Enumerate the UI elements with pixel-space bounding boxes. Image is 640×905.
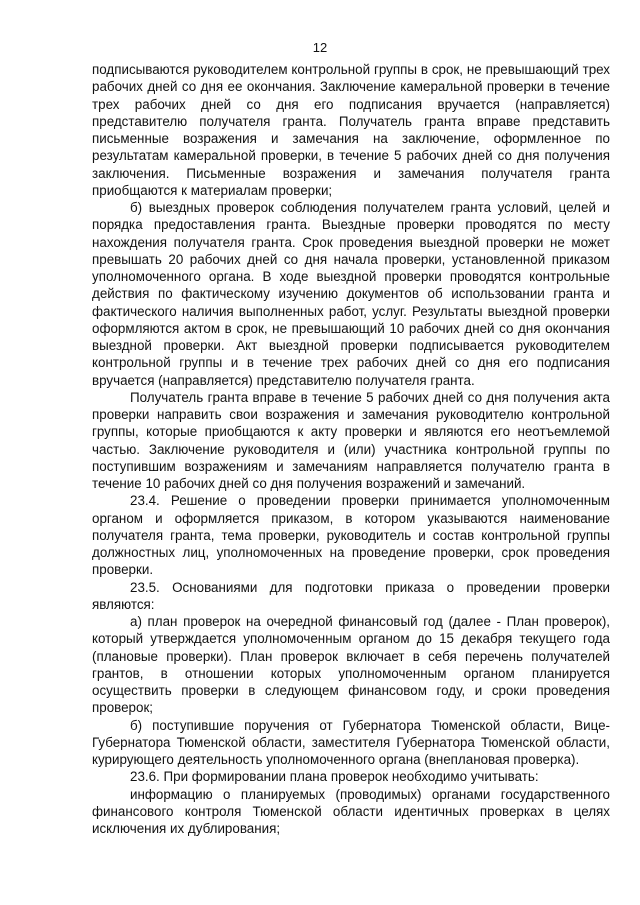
document-body	[92, 61, 610, 837]
paragraph-23-4: 23.4. Решение о проведении проверки принимается уполномоченным органом и оформляется приказом, в котором указываются наименование получателя гранта, тема проверки, руководитель и состав контрольной группы должностных лиц, уполномоченных на проведение проверки, срок проведения проверки.	[92, 493, 610, 578]
paragraph-control-bodies-info: информацию о планируемых (проводимых) органами государственного финансового контроля Тюменской области идентичных проверках в целях исключения их дублирования;	[92, 786, 610, 836]
paragraph-continuation: подписываются руководителем контрольной группы в срок, не превышающий трех рабочих дней со дня ее окончания. Заключение камеральной проверки в течение трех рабочих дней со дня его подписания вручается (направляется) представителю получателя гранта. Получатель гранта вправе представить письменные возражения и замечания на заключение, оформленное по результатам камеральной проверки, в течение 5 рабочих дней со дня получения заключения. Письменные возражения и замечания получателя гранта приобщаются к материалам проверки;	[92, 62, 610, 198]
page-number: 12	[312, 40, 328, 55]
paragraph-23-6: 23.6. При формировании плана проверок необходимо учитывать:	[130, 769, 539, 785]
paragraph-grant-recipient-objections: Получатель гранта вправе в течение 5 рабочих дней со дня получения акта проверки направить свои возражения и замечания руководителю контрольной группы, которые приобщаются к акту проверки и являются его неотъемлемой частью. Заключение руководителя и (или) участника контрольной группы по поступившим возражениям и замечаниям направляется получателю гранта в течение 10 рабочих дней со дня получения возражений и замечаний.	[92, 389, 610, 491]
paragraph-item-b-governor-orders: б) поступившие поручения от Губернатора Тюменской области, Вице-Губернатора Тюменской области, заместителя Губернатора Тюменской области, курирующего деятельность уполномоченного органа (внеплановая проверка).	[92, 717, 610, 767]
paragraph-item-b-field-inspections: б) выездных проверок соблюдения получателем гранта условий, целей и порядка предоставления гранта. Выездные проверки проводятся по месту нахождения получателя гранта. Срок проведения выездной проверки не может превышать 20 рабочих дней со дня начала проверки, установленной приказом уполномоченного органа. В ходе выездной проверки проводятся контрольные действия по фактическому изучению документов об использовании гранта и фактического наличия выполненных работ, услуг. Результаты выездной проверки оформляются актом в срок, не превышающий 10 рабочих дней со дня окончания выездной проверки. Акт выездной проверки подписывается руководителем контрольной группы и в течение трех рабочих дней со дня его подписания вручается (направляется) представителю получателя гранта.	[92, 200, 610, 388]
paragraph-23-5: 23.5. Основаниями для подготовки приказа о проведении проверки являются:	[92, 579, 610, 612]
paragraph-item-a-inspection-plan: а) план проверок на очередной финансовый год (далее - План проверок), который утверждается уполномоченным органом до 15 декабря текущего года (плановые проверки). План проверок включает в себя перечень получателей грантов, в отношении которых уполномоченным органом планируется осуществить проверки в следующем финансовом году, и сроки проведения проверок;	[92, 614, 610, 716]
